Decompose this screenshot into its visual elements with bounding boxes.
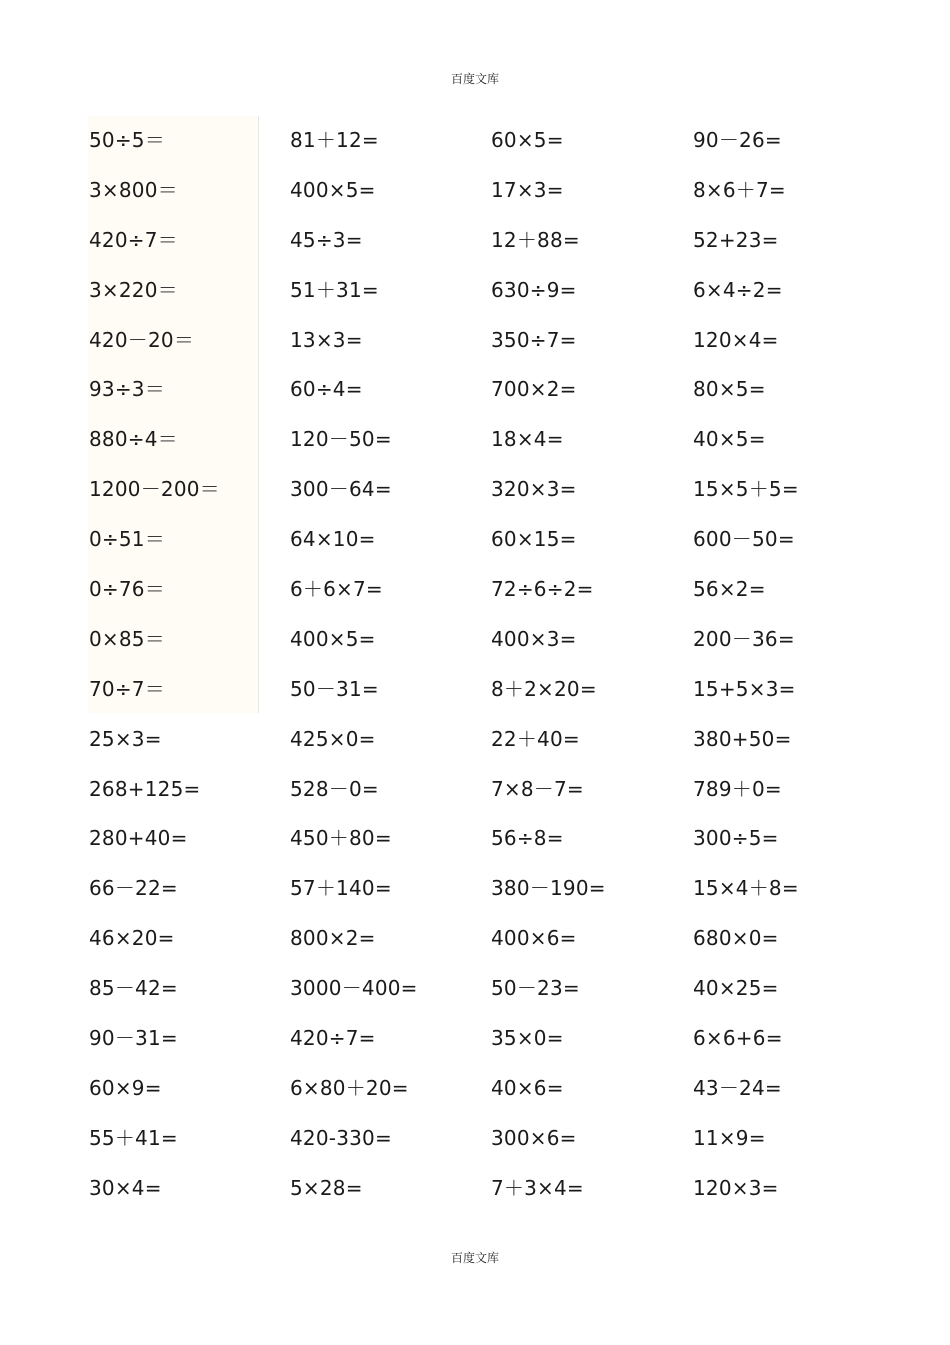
math-problem: 300÷5= (693, 826, 779, 851)
math-problem: 64×10= (290, 527, 376, 552)
math-problem: 25×3= (89, 726, 162, 751)
math-problem: 8＋2×20= (491, 676, 597, 701)
math-problem: 72÷6÷2= (491, 577, 594, 602)
math-problem: 700×2= (491, 377, 577, 402)
math-problem: 200－36= (693, 626, 795, 651)
math-problem: 7＋3×4= (491, 1175, 584, 1200)
math-problem: 420÷7= (290, 1026, 376, 1051)
math-problem: 528－0= (290, 776, 379, 801)
math-problem: 880÷4＝ (89, 427, 178, 452)
math-problem: 320×3= (491, 477, 577, 502)
math-problem: 630÷9= (491, 277, 577, 302)
math-problem: 3×800＝ (89, 177, 178, 202)
math-problem: 90－26= (693, 128, 782, 152)
math-problem: 300×6= (491, 1125, 577, 1150)
math-problem: 46×20= (89, 926, 175, 951)
math-problem: 22＋40= (491, 726, 580, 751)
math-problem: 600－50= (693, 527, 795, 552)
math-problem: 3×220＝ (89, 277, 178, 302)
math-problem: 60×9= (89, 1075, 162, 1100)
math-problem: 280+40= (89, 826, 188, 851)
math-problem: 50÷5＝ (89, 128, 165, 152)
math-problem: 15×4＋8= (693, 876, 799, 901)
math-problem: 420-330= (290, 1125, 392, 1150)
math-problem: 80×5= (693, 377, 766, 402)
math-problem: 7×8－7= (491, 776, 584, 801)
math-problem: 0×85＝ (89, 626, 165, 651)
math-problem: 450＋80= (290, 826, 392, 851)
math-problem: 12＋88= (491, 227, 580, 252)
math-problem: 0÷76＝ (89, 577, 165, 602)
math-problem: 0÷51＝ (89, 527, 165, 552)
math-problem: 30×4= (89, 1175, 162, 1200)
math-problem: 66－22= (89, 876, 178, 901)
math-problem: 40×5= (693, 427, 766, 452)
math-problem: 425×0= (290, 726, 376, 751)
math-problem: 8×6＋7= (693, 177, 786, 202)
math-problem: 93÷3＝ (89, 377, 165, 402)
math-problem: 380+50= (693, 726, 792, 751)
math-problem: 17×3= (491, 177, 564, 202)
math-problem: 420－20＝ (89, 327, 195, 352)
math-problem: 60×15= (491, 527, 577, 552)
math-problem: 56÷8= (491, 826, 564, 851)
math-problem: 50－31= (290, 676, 379, 701)
math-problem: 11×9= (693, 1125, 766, 1150)
page-footer: 百度文库 (450, 1251, 499, 1265)
math-problem: 85－42= (89, 976, 178, 1001)
math-problem: 56×2= (693, 577, 766, 602)
math-problem: 57＋140= (290, 876, 392, 901)
math-problem: 680×0= (693, 926, 779, 951)
math-problem: 120×3= (693, 1175, 779, 1200)
math-problem: 52+23= (693, 227, 779, 252)
math-problem: 35×0= (491, 1026, 564, 1051)
math-problem: 40×25= (693, 976, 779, 1001)
math-problem: 350÷7= (491, 327, 577, 352)
math-problem: 45÷3= (290, 227, 363, 252)
arithmetic-problem-grid (89, 116, 897, 1214)
math-problem: 51＋31= (290, 277, 379, 302)
math-problem: 300－64= (290, 477, 392, 502)
math-problem: 800×2= (290, 926, 376, 951)
math-problem: 6×6+6= (693, 1026, 783, 1051)
math-problem: 120×4= (693, 327, 779, 352)
math-problem: 18×4= (491, 427, 564, 452)
math-problem: 60×5= (491, 128, 564, 152)
math-problem: 5×28= (290, 1175, 363, 1200)
math-problem: 400×3= (491, 626, 577, 651)
math-problem: 15+5×3= (693, 676, 796, 701)
math-problem: 81＋12= (290, 128, 379, 152)
math-problem: 6＋6×7= (290, 577, 383, 602)
math-problem: 268+125= (89, 776, 201, 801)
math-problem: 70÷7＝ (89, 676, 165, 701)
math-problem: 400×5= (290, 177, 376, 202)
math-problem: 6×4÷2= (693, 277, 783, 302)
math-problem: 400×5= (290, 626, 376, 651)
math-problem: 3000－400= (290, 976, 418, 1001)
math-problem: 60÷4= (290, 377, 363, 402)
math-problem: 90－31= (89, 1026, 178, 1051)
math-problem: 400×6= (491, 926, 577, 951)
math-problem: 1200－200＝ (89, 477, 220, 502)
math-problem: 13×3= (290, 327, 363, 352)
math-problem: 120－50= (290, 427, 392, 452)
math-problem: 380－190= (491, 876, 606, 901)
math-problem: 789＋0= (693, 776, 782, 801)
math-problem: 15×5＋5= (693, 477, 799, 502)
math-problem: 6×80＋20= (290, 1075, 409, 1100)
page-header: 百度文库 (450, 72, 499, 86)
math-problem: 43－24= (693, 1075, 782, 1100)
math-problem: 50－23= (491, 976, 580, 1001)
math-problem: 55＋41= (89, 1125, 178, 1150)
math-problem: 420÷7＝ (89, 227, 178, 252)
math-problem: 40×6= (491, 1075, 564, 1100)
